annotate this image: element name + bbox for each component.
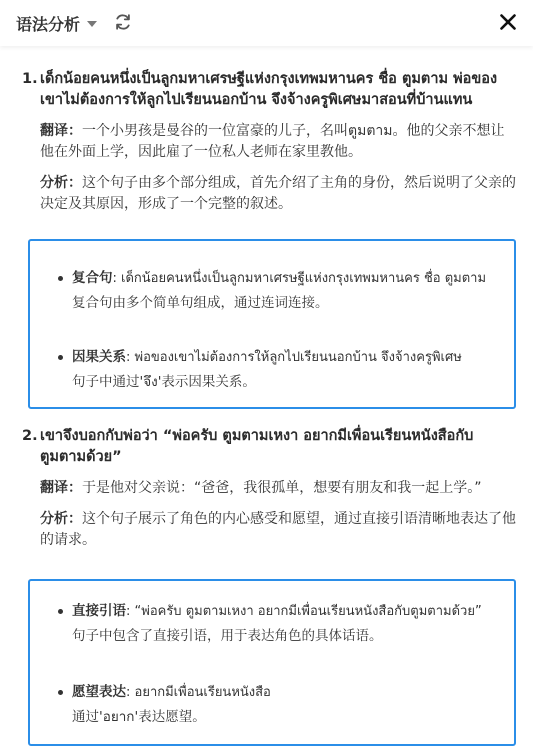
grammar-points-card	[28, 239, 516, 409]
analysis-text: 这个句子由多个部分组成，首先介绍了主角的身份，然后说明了父亲的决定及其原因，形成了一个完整的叙述。	[40, 175, 516, 212]
label-separator: :	[126, 685, 135, 700]
bullet	[58, 609, 63, 614]
sentence-heading	[22, 69, 517, 111]
sentence-number: 2.	[22, 428, 38, 444]
grammar-point-example: อยากมีเพื่อนเรียนหนังสือ	[134, 685, 271, 700]
translation-label: 翻译：	[40, 123, 82, 139]
analysis-label: 分析：	[40, 511, 82, 527]
sentence-block	[22, 426, 517, 551]
grammar-point-description: 通过'อยาก'表达愿望。	[72, 709, 206, 725]
label-separator: :	[126, 604, 135, 619]
grammar-point	[30, 682, 514, 727]
caret-down-icon	[87, 21, 97, 27]
grammar-point-label: 直接引语	[72, 603, 126, 619]
grammar-point-example-line	[72, 268, 502, 289]
sentence-number: 1.	[22, 71, 38, 87]
analysis-label: 分析：	[40, 175, 82, 191]
bullet	[58, 355, 63, 360]
grammar-points-card	[28, 579, 516, 746]
grammar-point	[30, 268, 514, 313]
sentence-block	[22, 69, 517, 215]
panel-header	[0, 0, 533, 46]
label-separator: :	[126, 350, 135, 365]
grammar-point-description: 句子中包含了直接引语，用于表达角色的具体话语。	[72, 628, 383, 644]
analysis-text: 这个句子展示了角色的内心感受和愿望，通过直接引语清晰地表达了他的请求。	[40, 511, 516, 548]
grammar-point-example-line	[72, 682, 502, 703]
grammar-point-example-line	[72, 601, 502, 622]
bullet	[58, 690, 63, 695]
translation-text: 于是他对父亲说：“爸爸，我很孤单，想要有朋友和我一起上学。”	[82, 480, 482, 496]
grammar-point-example-line	[72, 347, 502, 368]
close-icon[interactable]	[498, 12, 518, 32]
grammar-point-example: เด็กน้อยคนหนึ่งเป็นลูกมหาเศรษฐีแห่งกรุงเทพมหานคร ชื่อ ตูมตาม	[121, 271, 487, 286]
sentence-text: เขาจึงบอกกับพ่อว่า “พ่อครับ ตูมตามเหงา อยากมีเพื่อนเรียนหนังสือกับตูมตามด้วย”	[40, 428, 474, 465]
translation-text: 一个小男孩是曼谷的一位富豪的儿子，名叫ตูมตาม。他的父亲不想让他在外面上学，因此雇了一位私人老师在家里教他。	[40, 123, 505, 160]
grammar-point	[30, 601, 514, 646]
grammar-point-example: “พ่อครับ ตูมตามเหงา อยากมีเพื่อนเรียนหนังสือกับตูมตามด้วย”	[134, 604, 482, 619]
sentence-text: เด็กน้อยคนหนึ่งเป็นลูกมหาเศรษฐีแห่งกรุงเทพมหานคร ชื่อ ตูมตาม พ่อของเขาไม่ต้องการให้ลูกไปเรียนนอกบ้าน จึงจ้างครูพิเศษมาสอนที่บ้านแทน	[40, 71, 498, 108]
panel-title: 语法分析	[16, 14, 81, 34]
label-separator: :	[112, 271, 122, 286]
grammar-point-example: พ่อของเขาไม่ต้องการให้ลูกไปเรียนนอกบ้าน จึงจ้างครูพิเศษ	[134, 350, 462, 365]
grammar-point-label: 复合句	[72, 270, 113, 286]
grammar-point-label: 愿望表达	[72, 684, 126, 700]
analysis-paragraph	[40, 173, 517, 215]
title-dropdown[interactable]	[16, 11, 97, 35]
translation-paragraph	[40, 121, 517, 163]
analysis-paragraph	[40, 509, 517, 551]
sentence-heading	[22, 426, 517, 468]
translation-label: 翻译：	[40, 480, 82, 496]
translation-paragraph	[40, 478, 517, 499]
grammar-point-description: 复合句由多个简单句组成，通过连词连接。	[72, 295, 329, 311]
bullet	[58, 276, 63, 281]
grammar-point	[30, 347, 514, 392]
grammar-point-label: 因果关系	[72, 349, 126, 365]
grammar-point-description: 句子中通过'จึง'表示因果关系。	[72, 374, 256, 390]
refresh-icon[interactable]	[113, 12, 133, 32]
